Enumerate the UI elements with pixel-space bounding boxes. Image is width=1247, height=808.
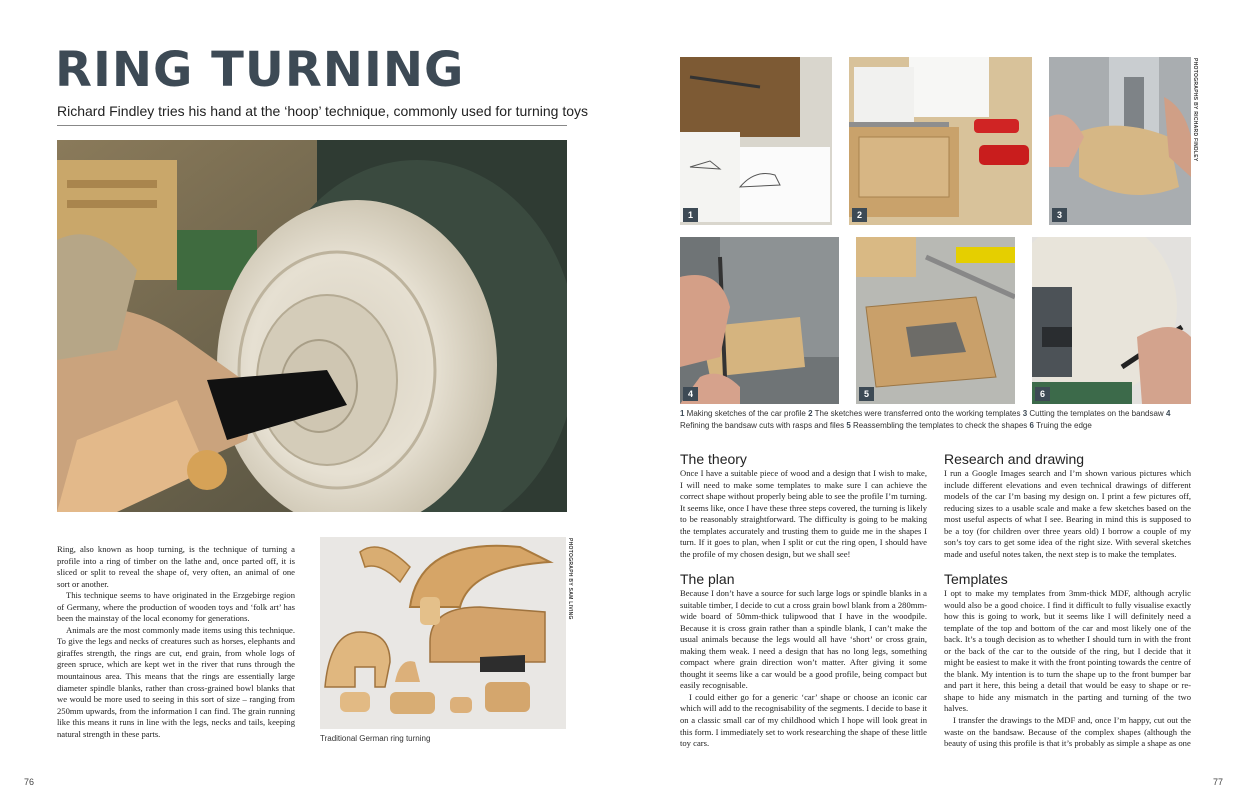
step-photo-6 bbox=[1032, 237, 1191, 404]
intro-paragraph: Ring, also known as hoop turning, is the technique of turning a profile into a ring of timber on the lathe and, once parted off, it is sliced or split to reveal the shape of, very often, an animal of one sort or another. bbox=[57, 544, 295, 589]
step-photo-4 bbox=[680, 237, 839, 404]
page-title: RING TURNING bbox=[55, 42, 465, 98]
title-rule bbox=[57, 125, 567, 126]
photo-number: 1 bbox=[683, 208, 698, 222]
step-number: 6 bbox=[1029, 421, 1034, 430]
main-lathe-photo bbox=[57, 140, 567, 512]
intro-paragraph: Animals are the most commonly made items using this technique. To give the legs and necks of creatures such as horses, elephants and giraffes strength, the rings are cut, end grain, from whole logs of green spruce, which are kept wet in the river that runs through the mountainous area. This means that the rings are essentially large diameter spindle blanks, rather than cross-grained bowl blanks that we would be more used to seeing in this sort of size – ranging from 250mm upwards, from the information I can find. The grain running like this means it runs in line with the legs, necks and tails, keeping natural strength in these parts. bbox=[57, 624, 295, 739]
step-text: Refining the bandsaw cuts with rasps and files bbox=[680, 421, 847, 430]
photo-number: 3 bbox=[1052, 208, 1067, 222]
intro-paragraph: This technique seems to have originated in the Erzgebirge region of Germany, where the production of wooden toys and ‘folk art’ has been the mainstay of the local economy for generations. bbox=[57, 590, 295, 624]
toys-photo-credit: PHOTOGRAPH BY SAM LIVING bbox=[567, 538, 573, 620]
top-photos-credit: PHOTOGRAPHS BY RICHARD FINDLEY bbox=[1192, 58, 1198, 162]
photo-number: 2 bbox=[852, 208, 867, 222]
step-text: Making sketches of the car profile bbox=[684, 409, 809, 418]
research-paragraph: I run a Google Images search and I’m shown various pictures which include different elevations and even technical drawings of different models of the car I’m basing my design on. I print a few pictures off, reducing sizes to a usable scale and make a few sketches based on the most useful aspects of what I see. Bearing in mind this is supposed to be a toy (for children over three years old) I borrow a couple of my son’s toy cars to get some idea of the right size. With several sketches made and useful notes taken, the next step is to make the templates. bbox=[944, 468, 1191, 559]
heading-research: Research and drawing bbox=[944, 451, 1085, 467]
step-text: Truing the edge bbox=[1033, 421, 1092, 430]
plan-paragraph: I could either go for a generic ‘car’ shape or choose an iconic car which will add to the recognisability of the segments. I decide to base it on a classic small car of my childhood which I hope will look great in this form. I immediately set to work researching the shape of these little toy cars. bbox=[680, 691, 927, 749]
heading-plan: The plan bbox=[680, 571, 735, 587]
step-text: The sketches were transferred onto the working templates bbox=[812, 409, 1023, 418]
page-number-left: 76 bbox=[24, 777, 35, 787]
page-number-right: 77 bbox=[1213, 777, 1224, 787]
step-photo-5 bbox=[856, 237, 1015, 404]
steps-caption bbox=[680, 408, 1192, 432]
step-text: Cutting the templates on the bandsaw bbox=[1027, 409, 1166, 418]
heading-theory: The theory bbox=[680, 451, 747, 467]
step-number: 4 bbox=[1165, 409, 1171, 418]
toys-caption: Traditional German ring turning bbox=[320, 734, 431, 743]
toys-photo bbox=[320, 537, 566, 729]
photo-number: 6 bbox=[1035, 387, 1050, 401]
step-number: 2 bbox=[808, 409, 813, 418]
photo-number: 5 bbox=[859, 387, 874, 401]
plan-text bbox=[680, 588, 927, 750]
step-photo-3 bbox=[1049, 57, 1191, 225]
step-photo-1 bbox=[680, 57, 832, 225]
step-number: 5 bbox=[846, 421, 851, 430]
templates-text bbox=[944, 588, 1191, 750]
intro-text bbox=[57, 544, 295, 740]
photo-number: 4 bbox=[683, 387, 698, 401]
page-subtitle: Richard Findley tries his hand at the ‘hoop’ technique, commonly used for turning toys bbox=[57, 103, 588, 119]
heading-templates: Templates bbox=[944, 571, 1008, 587]
step-text: Reassembling the templates to check the shapes bbox=[850, 421, 1030, 430]
theory-paragraph: Once I have a suitable piece of wood and a design that I wish to make, I will need to make some templates to make sure I can achieve the correct shape without properly being able to see the profile I’m turning. It seems like, once I have these three steps covered, the turning is likely to be reasonably straightforward. The difficulty is going to be making the templates accurately and trusting them to guide me in the shapes I turn. If it goes to plan, when I split or cut the ring open, I should have the profile of my chosen design, but we shall see! bbox=[680, 468, 927, 559]
step-photo-2 bbox=[849, 57, 1032, 225]
templates-paragraph: I transfer the drawings to the MDF and, once I’m happy, cut out the waste on the bandsaw. Because of the complex shapes (although the beauty of using this profile is that it’s probably as simple a shape as one bbox=[944, 715, 1191, 749]
theory-text bbox=[680, 468, 927, 560]
plan-paragraph: Because I don’t have a source for such large logs or spindle blanks in a suitable timber, I decide to cut a cross grain bowl blank from a 280mm-wide board of 50mm-thick tulipwood that I have in the woodpile. Because it is cross grain rather than a spindle blank, I can’t make the usual animals because the legs would all have ‘short’ or cross grain, making them weak. I need a design that has no long legs, something compact where grain direction won’t matter. After giving it some thought it seems like a car would be a good profile, being compact but easily recognisable. bbox=[680, 588, 927, 691]
templates-paragraph: I opt to make my templates from 3mm-thick MDF, although acrylic would also be a good choice. I find it difficult to fully visualise exactly how this is going to work, but it seems like I will definitely need a template of the top and bottom of the car and most likely one of the back. It’s a tough decision as to whether I should turn in with the front or the back of the car to the outside of the ring, but I decide that it might be easiest to make it with the front pointing towards the centre of the blank. My intention is to turn the shape up to the front bumper bar and part it here, this being a detail that would be easy to shape or re-shape to hide any mismatch in the parting and turning of the two halves. bbox=[944, 588, 1191, 714]
step-number: 3 bbox=[1022, 409, 1028, 418]
research-text bbox=[944, 468, 1191, 560]
step-number: 1 bbox=[680, 409, 685, 418]
